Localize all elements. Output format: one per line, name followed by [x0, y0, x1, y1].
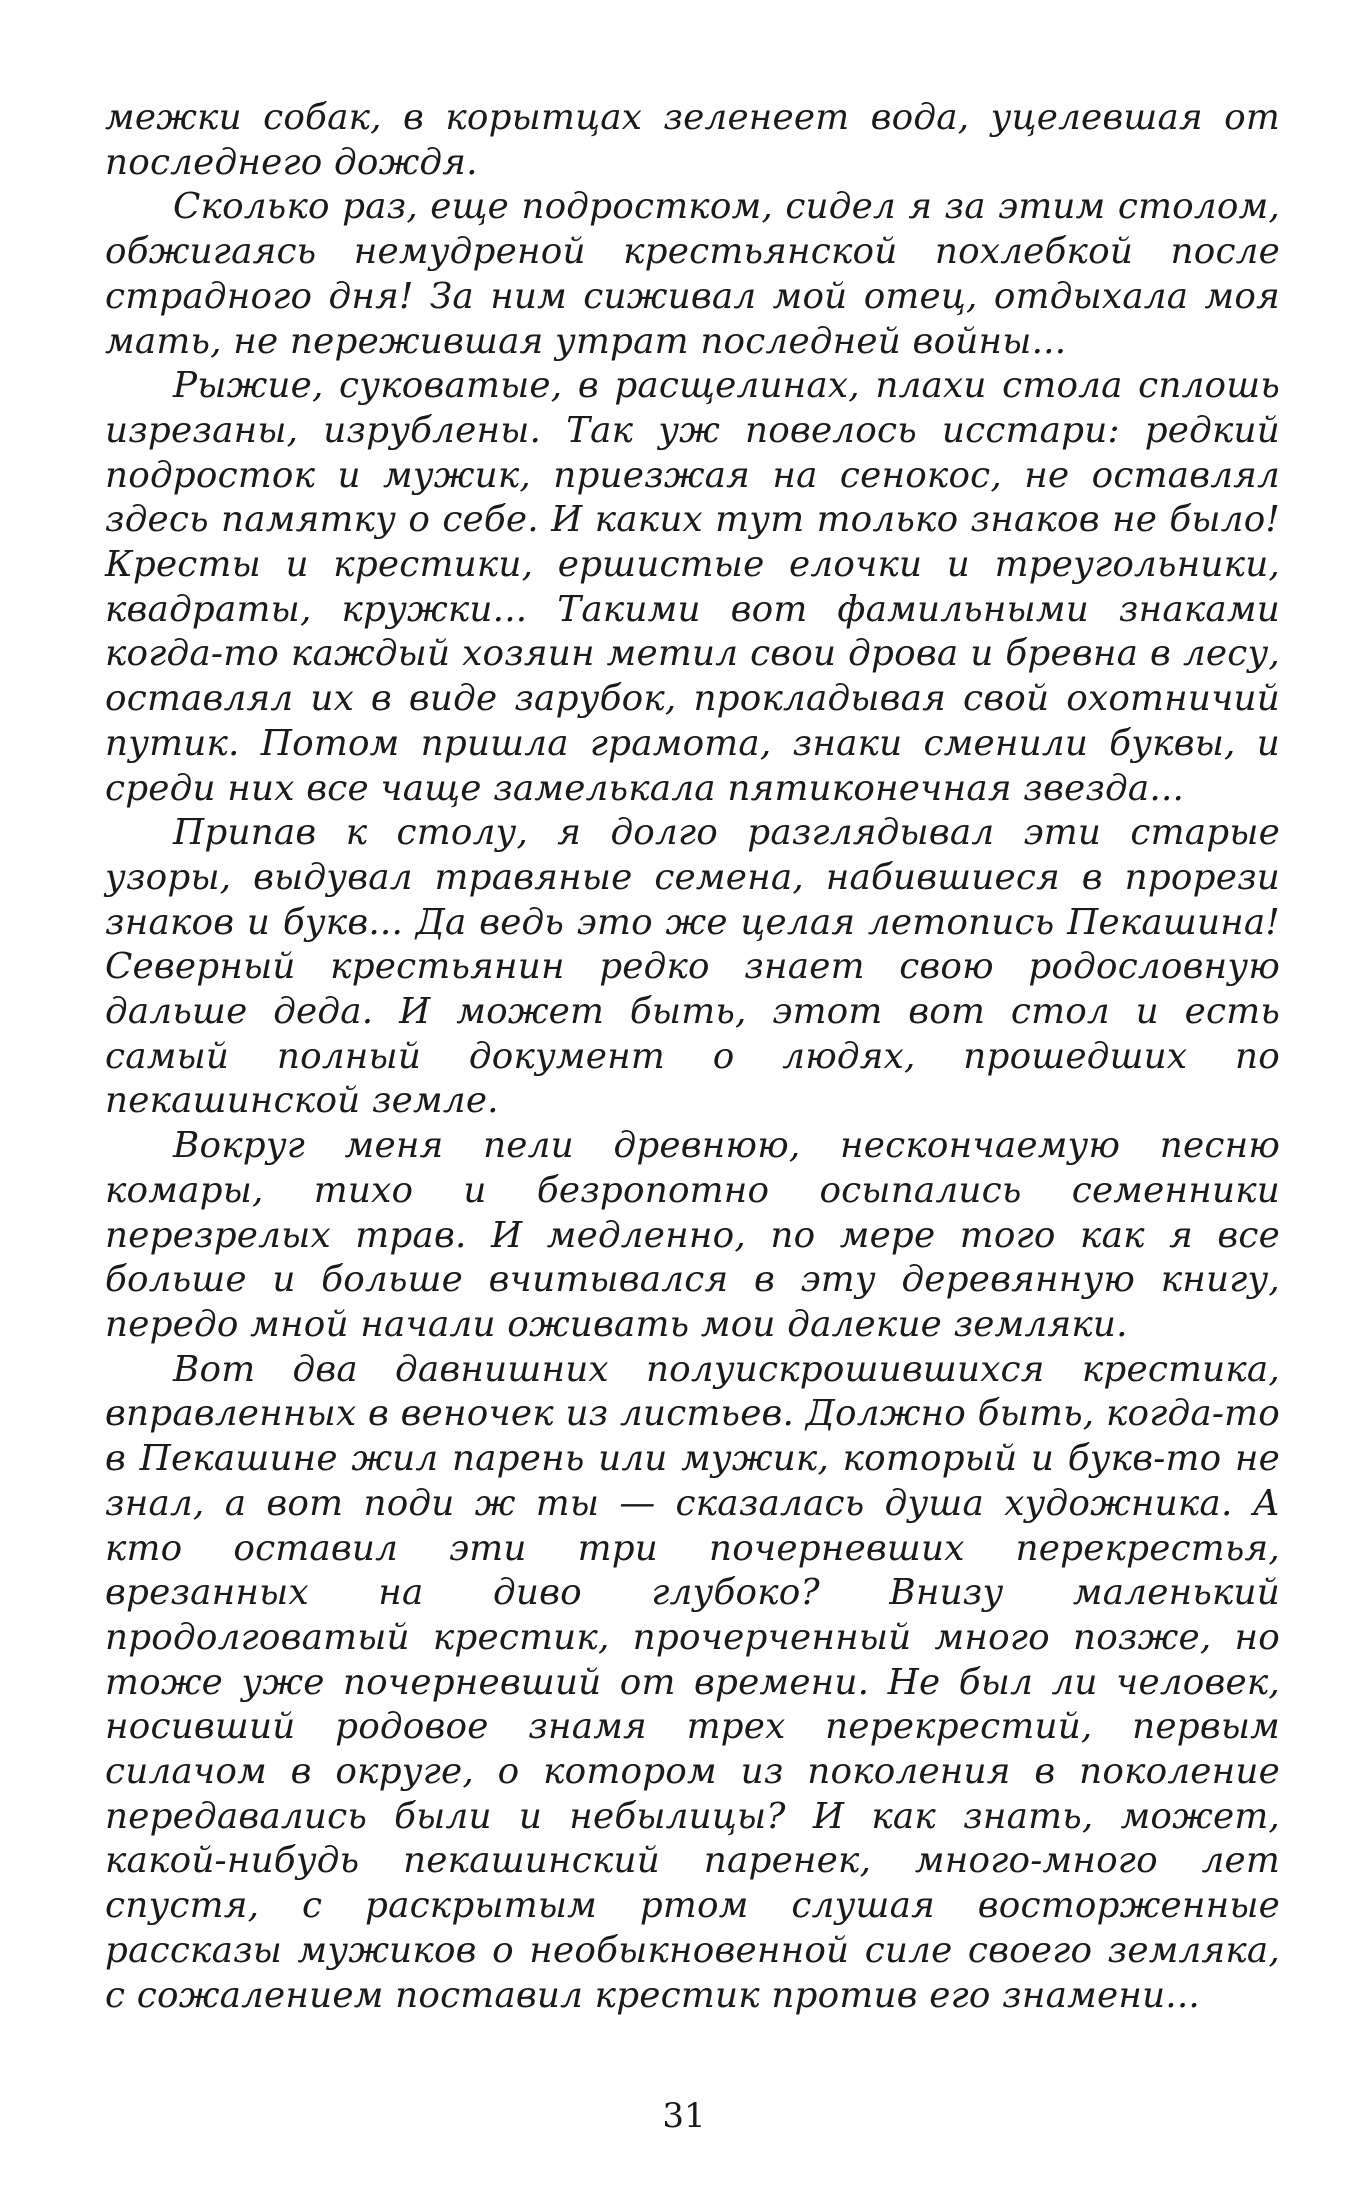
paragraph: Вот два давнишних полуискрошившихся крестика, вправленных в веночек из листьев. Должно быть, когда-то в Пекашине жил парень или мужик, который и букв-то не знал, а вот поди ж ты — сказалась душа художника. А кто оставил эти три почерневших перекрестья, врезанных на диво глубоко? Внизу маленький продолговатый крестик, прочерченный много позже, но тоже уже почерневший от времени. Не был ли человек, носивший родовое знамя трех перекрестий, первым силачом в округе, о котором из поколения в поколение передавались были и небылицы? И как знать, может, какой-нибудь пекашинский паренек, много-много лет спустя, с раскрытым ртом слушая восторженные рассказы мужиков о необыкновенной силе своего земляка, с сожалением поставил крестик против его знамени...: [105, 1348, 1280, 2016]
paragraph: Рыжие, суковатые, в расщелинах, плахи стола сплошь изрезаны, изрублены. Так уж повелось исстари: редкий подросток и мужик, приезжая на сенокос, не оставлял здесь памятку о себе. И каких тут только знаков не было! Кресты и крестики, ершистые елочки и треугольники, квадраты, кружки... Такими вот фамильными знаками когда-то каждый хозяин метил свои дрова и бревна в лесу, оставлял их в виде зарубок, прокладывая свой охотничий путик. Потом пришла грамота, знаки сменили буквы, и среди них все чаще замелькала пятиконечная звезда...: [105, 365, 1280, 809]
paragraph-continuation: межки собак, в корытцах зеленеет вода, уцелевшая от последнего дождя.: [105, 97, 1280, 183]
paragraph: Вокруг меня пели древнюю, нескончаемую песню комары, тихо и безропотно осыпались семенники перезрелых трав. И медленно, по мере того как я все больше и больше вчитывался в эту деревянную книгу, передо мной начали оживать мои далекие земляки.: [105, 1125, 1280, 1345]
body-text: [105, 96, 1280, 2018]
paragraph: Припав к столу, я долго разглядывал эти старые узоры, выдувал травяные семена, набившиеся в прорези знаков и букв... Да ведь это же целая летопись Пекашина! Северный крестьянин редко знает свою родословную дальше деда. И может быть, этот вот стол и есть самый полный документ о людях, прошедших по пекашинской земле.: [105, 812, 1280, 1122]
page-number: 31: [662, 2096, 706, 2136]
page-body: [105, 96, 1280, 2096]
paragraph: Сколько раз, еще подростком, сидел я за этим столом, обжигаясь немудреной крестьянской похлебкой после страдного дня! За ним сиживал мой отец, отдыхала моя мать, не пережившая утрат последней войны...: [105, 186, 1280, 362]
